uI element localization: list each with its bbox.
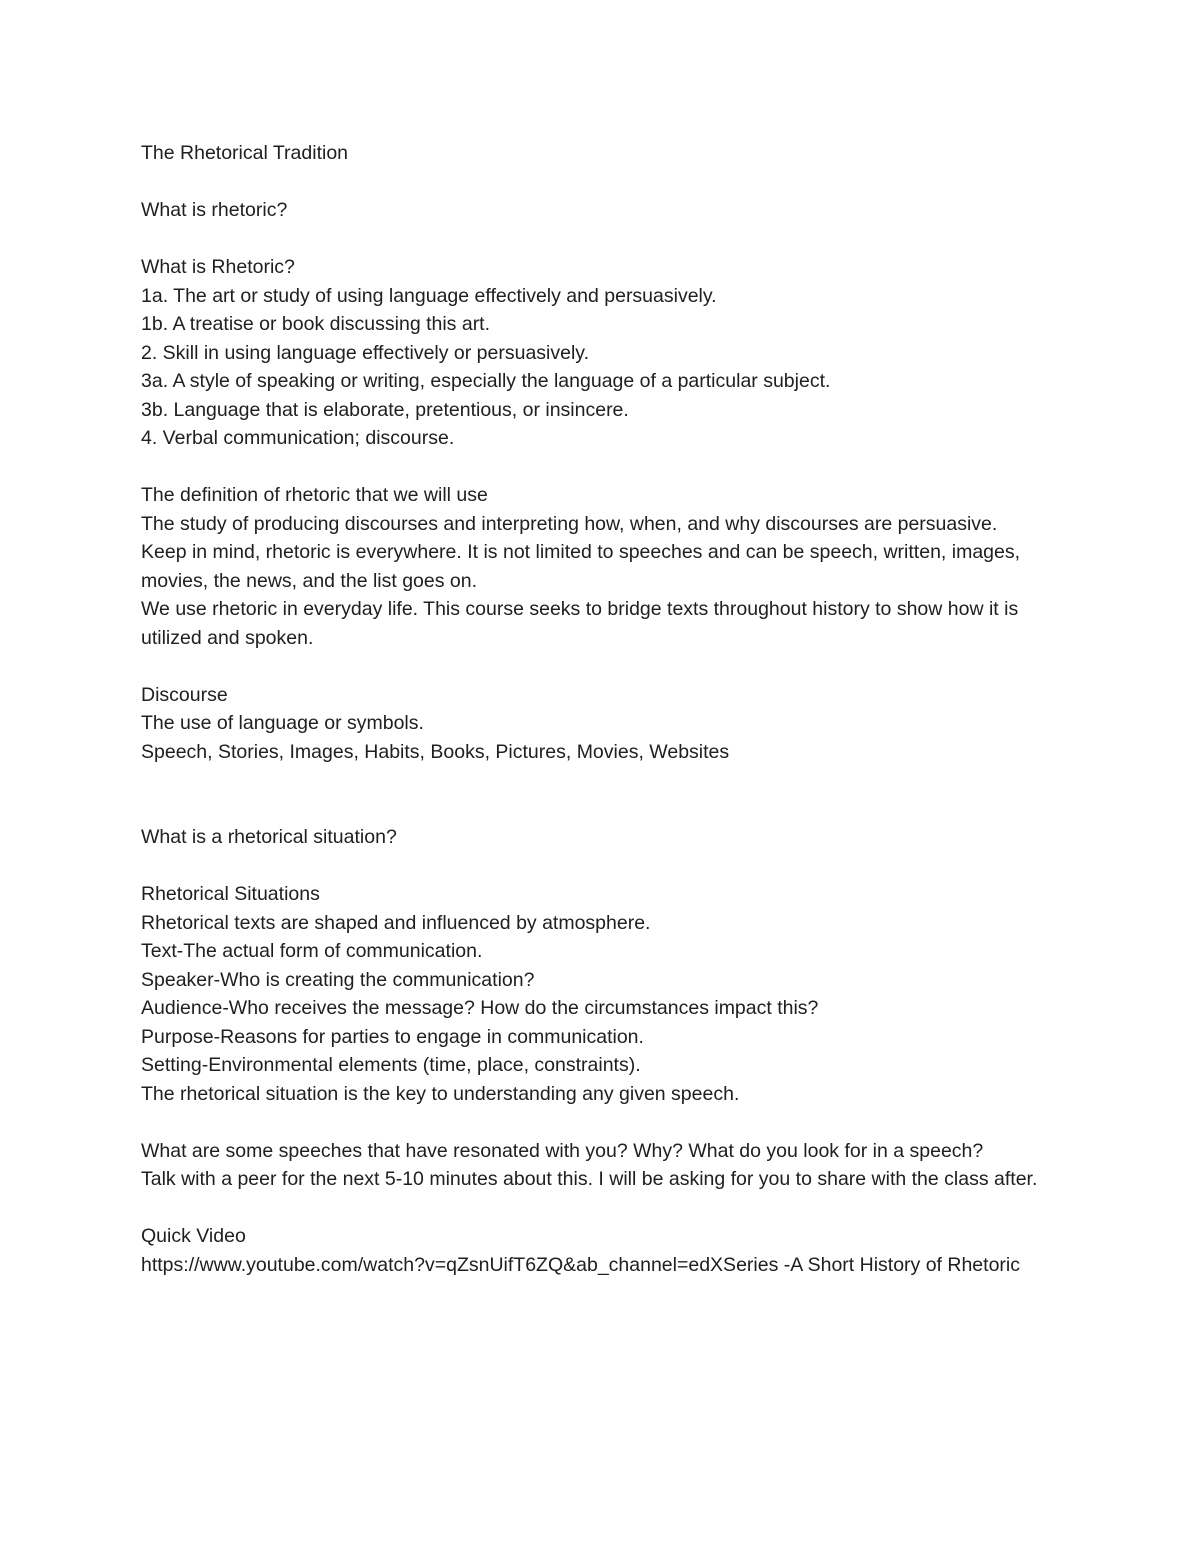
definition-item: 3b. Language that is elaborate, pretentious, or insincere.	[141, 398, 629, 421]
definition-item: 1b. A treatise or book discussing this art.	[141, 313, 491, 335]
definition-paragraph: We use rhetoric in everyday life. This course seeks to bridge texts throughout history to show how it is utilized and spoken.	[141, 598, 1019, 649]
situation-line: Speaker-Who is creating the communication?	[141, 968, 535, 991]
video-link-line: https://www.youtube.com/watch?v=qZsnUifT6ZQ&ab_channel=edXSeries -A Short History of Rhetoric	[141, 1253, 1020, 1276]
definition-paragraph: Keep in mind, rhetoric is everywhere. It is not limited to speeches and can be speech, written, images, movies, the news, and the list goes on.	[141, 541, 1021, 592]
definition-heading: The definition of rhetoric that we will use	[141, 484, 488, 506]
discussion-paragraph: What are some speeches that have resonated with you? Why? What do you look for in a speech?	[141, 1139, 984, 1162]
heading-what-is-rhetoric: What is Rhetoric?	[141, 256, 295, 278]
discourse-line: The use of language or symbols.	[141, 712, 424, 734]
spacer	[141, 766, 1041, 823]
definition-paragraph: The study of producing discourses and interpreting how, when, and why discourses are persuasive.	[141, 512, 998, 535]
situation-line: Audience-Who receives the message? How do the circumstances impact this?	[141, 997, 819, 1019]
situation-line: Purpose-Reasons for parties to engage in communication.	[141, 1025, 644, 1048]
spacer	[141, 453, 1041, 482]
discussion-paragraph: Talk with a peer for the next 5-10 minutes about this. I will be asking for you to share with the class after.	[141, 1168, 1038, 1190]
spacer	[141, 168, 1041, 197]
spacer	[141, 1108, 1041, 1137]
definition-item: 1a. The art or study of using language effectively and persuasively.	[141, 284, 717, 307]
situation-line: Setting-Environmental elements (time, place, constraints).	[141, 1054, 641, 1076]
discourse-heading: Discourse	[141, 683, 228, 706]
discourse-line: Speech, Stories, Images, Habits, Books, Pictures, Movies, Websites	[141, 740, 730, 763]
definition-item: 4. Verbal communication; discourse.	[141, 427, 455, 449]
definition-item: 3a. A style of speaking or writing, especially the language of a particular subject.	[141, 370, 831, 392]
situation-line: Text-The actual form of communication.	[141, 940, 483, 962]
definition-item: 2. Skill in using language effectively or persuasively.	[141, 341, 590, 364]
situation-line: The rhetorical situation is the key to understanding any given speech.	[141, 1082, 740, 1105]
spacer	[141, 852, 1041, 881]
spacer	[141, 652, 1041, 681]
question-rhetorical-situation: What is a rhetorical situation?	[141, 826, 397, 848]
spacer	[141, 225, 1041, 254]
situations-heading: Rhetorical Situations	[141, 883, 320, 905]
document-body	[141, 139, 1041, 1279]
document-title: The Rhetorical Tradition	[141, 142, 349, 164]
video-heading: Quick Video	[141, 1225, 246, 1247]
spacer	[141, 1194, 1041, 1223]
situation-line: Rhetorical texts are shaped and influenced by atmosphere.	[141, 911, 651, 934]
question-what-is-rhetoric: What is rhetoric?	[141, 199, 288, 221]
